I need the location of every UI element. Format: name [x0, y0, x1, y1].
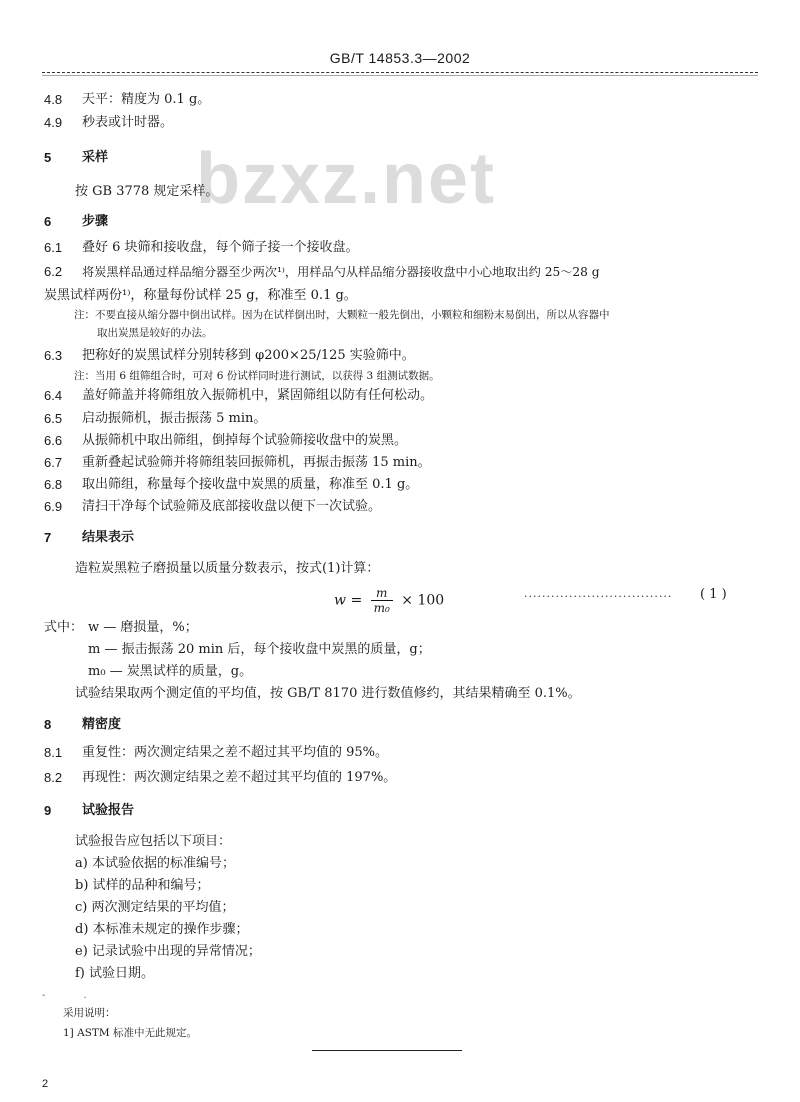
section-title: 采样 — [82, 150, 109, 165]
header-rule — [42, 72, 758, 73]
formula-equals: = — [350, 592, 363, 609]
list-item: f) 试验日期。 — [75, 966, 155, 981]
clause-text: 叠好 6 块筛和接收盘，每个筛子接一个接收盘。 — [82, 240, 359, 255]
clause-text: 再现性：两次测定结果之差不超过其平均值的 197%。 — [82, 770, 397, 785]
header-rule-underline — [42, 75, 758, 76]
paragraph: 试验结果取两个测定值的平均值，按 GB/T 8170 进行数值修约，其结果精确至 0.1%。 — [75, 686, 581, 701]
clause-text: 重新叠起试验筛并将筛组装回振筛机，再振击振荡 15 min。 — [82, 455, 431, 470]
clause-text: 重复性：两次测定结果之差不超过其平均值的 95%。 — [82, 745, 389, 760]
section-title: 精密度 — [82, 717, 122, 732]
list-item: a) 本试验依据的标准编号； — [75, 856, 235, 871]
clause-text: 盖好筛盖并将筛组放入振筛机中，紧固筛组以防有任何松动。 — [82, 388, 434, 403]
section-title: 试验报告 — [82, 803, 135, 818]
clause-text: 清扫干净每个试验筛及底部接收盘以便下一次试验。 — [82, 499, 382, 514]
note-continued: 取出炭黑是较好的办法。 — [97, 327, 213, 339]
clause-number: 6.6 — [44, 433, 63, 448]
where-label: 式中： — [44, 620, 84, 635]
clause-number: 6.2 — [44, 264, 63, 279]
clause-text-continued: 炭黑试样两份¹⁾，称量每份试样 25 g，称准至 0.1 g。 — [44, 288, 357, 303]
section-number: 6 — [44, 214, 52, 229]
clause-text: 从振筛机中取出筛组，倒掉每个试验筛接收盘中的炭黑。 — [82, 433, 408, 448]
clause-text: 秒表或计时器。 — [82, 115, 174, 130]
clause-number: 6.9 — [44, 499, 63, 514]
equation-leader-dots: ································· — [524, 590, 673, 603]
clause-number: 6.4 — [44, 388, 63, 403]
section-number: 5 — [44, 150, 52, 165]
formula-numerator: m — [371, 586, 393, 601]
clause-text: 天平：精度为 0.1 g。 — [82, 92, 211, 107]
end-rule — [312, 1050, 462, 1051]
paragraph: 按 GB 3778 规定采样。 — [75, 184, 219, 199]
formula-fraction — [371, 586, 393, 615]
section-number: 8 — [44, 717, 52, 732]
footnote-label: 采用说明： — [63, 1007, 116, 1019]
clause-text: 取出筛组，称量每个接收盘中炭黑的质量，称准至 0.1 g。 — [82, 477, 419, 492]
paragraph: 试验报告应包括以下项目： — [75, 834, 232, 849]
footnote-text: 1] ASTM 标准中无此规定。 — [63, 1027, 197, 1039]
formula — [334, 586, 444, 615]
equation-number: ( 1 ) — [700, 587, 727, 602]
clause-number: 6.3 — [44, 348, 63, 363]
clause-number: 6.8 — [44, 477, 63, 492]
header-standard-number: GB/T 14853.3—2002 — [329, 50, 471, 66]
clause-number: 4.8 — [44, 92, 63, 107]
note: 注：当用 6 组筛组合时，可对 6 份试样同时进行测试，以获得 3 组测试数据。 — [74, 370, 440, 382]
clause-text: 启动振筛机，振击振荡 5 min。 — [82, 411, 267, 426]
variable-definition: m — 振击振荡 20 min 后，每个接收盘中炭黑的质量，g； — [88, 642, 431, 657]
section-number: 9 — [44, 803, 52, 818]
clause-number: 6.1 — [44, 240, 63, 255]
note: 注：不要直接从缩分器中倒出试样。因为在试样倒出时，大颗粒一般先倒出，小颗粒和细粉末易倒出，所以从容器中 — [74, 309, 610, 321]
section-title: 结果表示 — [82, 530, 135, 545]
list-item: d) 本标准未规定的操作步骤； — [75, 922, 249, 937]
clause-text: 将炭黑样品通过样品缩分器至少两次¹⁾，用样品勺从样品缩分器接收盘中小心地取出约 25～28 g — [82, 265, 600, 279]
section-title: 步骤 — [82, 214, 109, 229]
formula-denominator: m₀ — [373, 601, 390, 615]
list-item: c) 两次测定结果的平均值； — [75, 900, 235, 915]
footnote-separator-mark: - . — [42, 990, 87, 1001]
section-number: 7 — [44, 530, 52, 545]
clause-number: 4.9 — [44, 115, 63, 130]
watermark: bzxz.net — [196, 139, 497, 219]
clause-number: 6.5 — [44, 411, 63, 426]
list-item: e) 记录试验中出现的异常情况； — [75, 944, 261, 959]
list-item: b) 试样的品种和编号； — [75, 878, 210, 893]
variable-definition: m₀ — 炭黑试样的质量，g。 — [88, 664, 253, 679]
page-number: 2 — [42, 1078, 49, 1090]
formula-lhs: w — [334, 592, 346, 609]
paragraph: 造粒炭黑粒子磨损量以质量分数表示，按式(1)计算： — [75, 561, 380, 576]
clause-number: 6.7 — [44, 455, 63, 470]
clause-number: 8.1 — [44, 745, 63, 760]
clause-text: 把称好的炭黑试样分别转移到 φ200×25/125 实验筛中。 — [82, 348, 415, 363]
variable-definition: w — 磨损量，%； — [88, 620, 198, 635]
formula-rest: × 100 — [401, 592, 445, 609]
clause-number: 8.2 — [44, 770, 63, 785]
